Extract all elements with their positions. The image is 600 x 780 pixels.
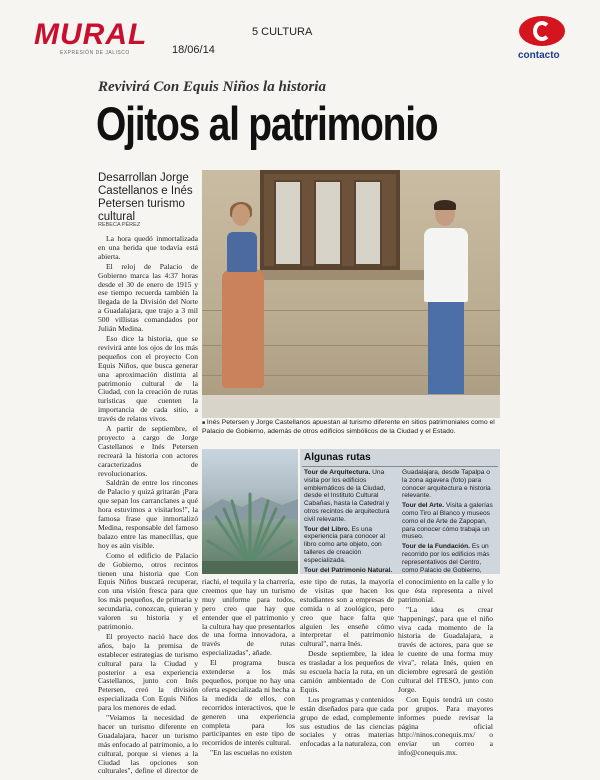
route-item: Tour del Arte. Visita a galerías como Tiro al Blanco y museos como el de Arte de Zapopan, para conocer cómo trabaja un museo. (402, 502, 493, 541)
contacto-wordmark: contacto (518, 50, 560, 61)
paragraph: Con Equis tendrá un costo por grupos. Para mayores informes puede revisar la página oficial http://ninos.conequis.mx/ o enviar un correo a info@conequis.mx. (398, 694, 493, 758)
paragraph: Como el edificio de Palacio de Gobierno, otros recintos tienen una historia que Con Equis Niños buscará recuperar, con una visión fresca para que los más pequeños, de primaria y secundaria, conozcan, quieran y valoren su historia y el patrimonio. (98, 550, 198, 631)
article-column-1 (98, 235, 198, 775)
paragraph: La hora quedó inmortalizada en una herida que todavía está abierta. (98, 235, 198, 261)
article-column-4 (398, 578, 493, 778)
route-item: Tour de la Fundación. Es un recorrido por los edificios más representativos del Centro, como Palacio de Gobierno, (402, 543, 490, 573)
main-photo (202, 170, 500, 418)
deck: Desarrollan Jorge Castellanos e Inés Petersen turismo cultural (98, 172, 193, 223)
route-item: Tour de Arquitectura. Una visita por los edificios emblemáticos de la Ciudad, desde el Instituto Cultural Cabañas, hasta la Catedral y otros recintos de arquitectura civil relevante. (304, 469, 390, 523)
paragraph: Eso dice la historia, que se revivirá ante los ojos de los más pequeños con el proyecto Con Equis Niños, que busca generar una aproximación distinta al patrimonio cultural de la Ciudad, con la creación de rutas turísticas que cuenten la importancia de cada sitio, a través de relatos vivos. (98, 333, 198, 424)
paragraph: riachi, el tequila y la charrería, creemos que hay un turismo muy uniforme para todos, pero creo que hay que entender que el patrimonio y la cultura hay que presentarlos de una forma innovadora, a través de rutas especializadas", añade. (202, 578, 295, 658)
floor (202, 395, 500, 418)
route-item: Tour del Patrimonio Natural. (304, 566, 393, 573)
paragraph: "En las escuelas no existen (210, 748, 292, 758)
window-frame (260, 170, 400, 270)
section-label: 5 CULTURA (252, 26, 313, 38)
agave-photo (202, 449, 298, 574)
woman-figure (232, 204, 250, 226)
paragraph: "Veíamos la necesidad de hacer un turismo diferente en Guadalajara, hacer un turismo más enfocado al patrimonio, a lo cultural, porque si vienes a la Ciudad las opciones son culturales", define el director de (98, 713, 198, 775)
paragraph: Los programas y contenidos están diseñados para que cada grupo de edad, complemente sus estudios de las ciencias sociales y otras materias enfocadas a la naturaleza, con (300, 694, 394, 749)
woman-skirt (222, 270, 264, 388)
agave-plant-icon (202, 449, 298, 574)
paragraph: A partir de septiembre, el proyecto a cargo de Jorge Castellanos e Inés Petersen recreará la historia con actores caracterizados de revolucionarios. (98, 424, 198, 478)
route-item: Guadalajara, desde Tapalpa o la zona agavera (foto) para conocer arquitectura e historia relevante. (402, 469, 491, 500)
issue-date: 18/06/14 (172, 44, 215, 56)
sidebar-divider (302, 466, 498, 467)
man-hair (434, 200, 456, 210)
window-pane (314, 180, 342, 266)
contacto-c-icon (533, 21, 551, 41)
window-pane (354, 180, 382, 266)
paragraph: El reloj de Palacio de Gobierno marca las 4:37 horas desde el 30 de enero de 1915 y ese tiempo recuerda también la llegada de la División del Norte a Guadalajara, que trajo a 3 mil 500 villistas comandados por Julián Medina. (98, 261, 198, 334)
paragraph: este tipo de rutas, la mayoría de visitas que hacen los estudiantes son a empresas de comida o al zoológico, pero creo que hace falta que alguien les enseñe cómo interpretar el patrimonio cultural", narra Inés. (300, 578, 394, 649)
byline: REBECA PÉREZ (98, 222, 141, 228)
headline: Ojitos al patrimonio (96, 97, 438, 150)
paragraph: Saldrán de entre los rincones de Palacio y quizá gritarán ¡Para que sepan los carranclanes a qué hora estuvimos a visitarlos!", la famosa frase que inmortalizó Medina, responsable del famoso balazo entre las manecillas, que hoy es aún visible. (98, 478, 198, 550)
paragraph: El proyecto nació hace dos años, bajo la premisa de establecer estrategias de turismo cultural para la Ciudad y posterior a esa experiencia Castellanos, junto con Inés Petersen, creó la división especializada Con Equis Niños para los menores de edad. (98, 631, 198, 713)
woman-top (227, 232, 257, 272)
paragraph: "La idea es crear 'happenings', para que el niño viva cada momento de la historia de Guadalajara, a través de actores, para que se le cuente de una forma muy viva", relata Inés, quien en diciembre egresará de gestión cultural del ITESO, junto con Jorge. (398, 604, 493, 694)
man-jeans (428, 300, 464, 394)
route-item: Tour del Libro. Es una experiencia para conocer al libro como arte objeto, con talleres de creación especializada. (304, 525, 386, 564)
paragraph: el conocimiento en la calle y lo que ésta representa a nivel patrimonial. (398, 578, 493, 604)
man-shirt (424, 228, 468, 302)
sidebar-column-1 (304, 469, 396, 573)
article-column-2 (202, 578, 295, 778)
photo-caption: ■ Inés Petersen y Jorge Castellanos apuestan al turismo diferente en sitios patrimoniales como el Palacio de Gobierno, además de otros edificios simbólicos de la Ciudad y el Estado. (202, 419, 495, 435)
sidebar-title: Algunas rutas (304, 452, 371, 463)
window-pane (274, 180, 302, 266)
paragraph: El programa busca extenderse a los más pequeños, porque no hay una oferta especializada ni hecha a la medida de ellos, con recorridos interactivos, que le generen una experiencia completa para los participantes en este tipo de recorridos de interés cultural. (202, 658, 295, 748)
article-column-3 (300, 578, 394, 778)
logo-tagline: EXPRESIÓN DE JALISCO (60, 50, 130, 56)
sidebar-column-2 (402, 469, 496, 573)
paragraph: Desde septiembre, la idea es trasladar a los pequeños de su escuela hacia la ruta, en un camión ambientado de Con Equis. (300, 649, 394, 694)
kicker: Revivirá Con Equis Niños la historia (98, 79, 326, 95)
mural-logo: MURAL (34, 18, 148, 51)
